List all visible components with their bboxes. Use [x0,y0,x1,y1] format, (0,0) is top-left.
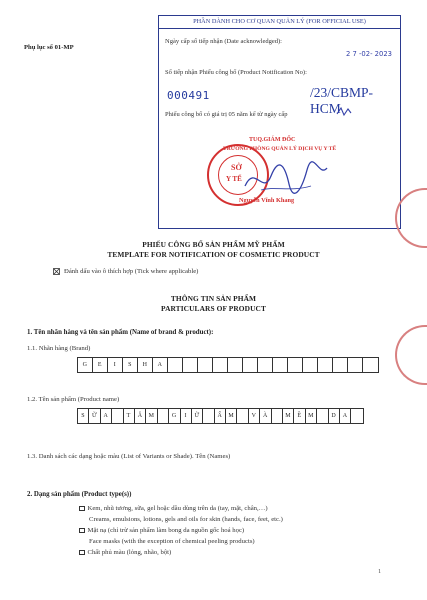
brand-cell [183,358,198,372]
product-name-cell: M [306,409,317,423]
section-2-heading: 2. Dạng sản phẩm (Product type(s)) [27,491,132,498]
brand-cell [303,358,318,372]
product-type-checkbox[interactable] [79,506,85,512]
brand-cell [243,358,258,372]
side-seal-lower [395,325,427,385]
validity-handwriting-mark [335,105,353,119]
product-name-cell: Ữ [192,409,203,423]
seal-text-yte: Y TẾ [226,175,242,183]
brand-cell [198,358,213,372]
product-name-cell: I [181,409,192,423]
brand-cell: G [78,358,93,372]
page-number: 1 [378,568,382,575]
product-name-cell: M [226,409,237,423]
product-type-option[interactable] [79,527,244,534]
seal-text-so: SỞ [231,163,242,172]
product-name-cell: D [329,409,340,423]
signer-name: Nguyễn Vĩnh Khang [239,197,295,204]
variants-label: 1.3. Danh sách các dạng hoặc màu (List of Variants or Shade). Tên (Names) [27,453,231,460]
signer-title-line-1: TUQ.GIÁM ĐỐC [249,137,296,143]
signer-title-line-2: TRƯỞNG PHÒNG QUẢN LÝ DỊCH VỤ Y TẾ [223,146,337,152]
brand-cell [333,358,348,372]
tick-note-text: Đánh dấu vào ô thích hợp (Tick where applicable) [64,268,199,275]
product-name-cell [272,409,283,423]
product-name-cells [77,408,364,424]
product-type-checkbox[interactable] [79,550,85,556]
product-name-cell [112,409,123,423]
product-name-cell [203,409,214,423]
validity-label: Phiếu công bố có giá trị 05 năm kể từ ngày cấp [165,111,288,118]
product-type-option-en: Face masks (with the exception of chemical peeling products) [89,538,255,545]
brand-cell: S [123,358,138,372]
product-name-cell: Ề [294,409,305,423]
brand-label: 1.1. Nhãn hàng (Brand) [27,345,91,352]
brand-cell [168,358,183,372]
product-type-checkbox[interactable] [79,528,85,534]
form-title-en: TEMPLATE FOR NOTIFICATION OF COSMETIC PRODUCT [107,250,320,259]
product-type-option-vi: Kem, nhũ tương, sữa, gel hoặc dầu dùng trên da (tay, mặt, chân,…) [87,505,268,512]
notification-number: 000491 [167,89,210,102]
crossed-checkbox-icon [53,268,60,275]
brand-cell [273,358,288,372]
product-name-cell: Ữ [89,409,100,423]
product-name-cell: V [249,409,260,423]
product-name-cell [158,409,169,423]
product-name-cell: À [260,409,271,423]
brand-cell [348,358,363,372]
form-title-vi: PHIẾU CÔNG BỐ SẢN PHẨM MỸ PHẨM [142,240,285,249]
brand-cell [318,358,333,372]
particulars-title-en: PARTICULARS OF PRODUCT [161,304,266,313]
brand-cell [288,358,303,372]
brand-cell: A [153,358,168,372]
brand-cells [77,357,379,373]
product-name-cell: S [78,409,89,423]
product-name-cell: G [169,409,180,423]
appendix-label: Phụ lục số 01-MP [24,44,74,51]
official-use-header: PHẦN DÀNH CHO CƠ QUAN QUẢN LÝ (FOR OFFICIAL USE) [159,16,400,29]
official-use-box [158,15,401,229]
product-type-option-en: Creams, emulsions, lotions, gels and oils for skin (hands, face, feet, etc.) [89,516,283,523]
product-type-option-vi: Mặt nạ (chỉ trừ sản phẩm làm bong da nguồn gốc hoá học) [87,527,245,534]
signature-mark [241,156,331,201]
product-type-option[interactable] [79,505,268,512]
brand-cell: H [138,358,153,372]
product-name-cell: A [101,409,112,423]
product-name-label: 1.2. Tên sản phẩm (Product name) [27,396,120,403]
product-type-option[interactable] [79,549,171,556]
brand-cell [258,358,273,372]
product-type-option-vi: Chất phủ màu (lỏng, nhão, bột) [87,549,172,556]
product-name-cell: T [124,409,135,423]
brand-cell [363,358,378,372]
brand-cell: I [108,358,123,372]
brand-cell [213,358,228,372]
product-name-cell: A [340,409,351,423]
product-name-cell: M [283,409,294,423]
tick-note [53,268,198,275]
date-acknowledged-value: 2 7 -02- 2023 [346,50,392,58]
product-name-cell [237,409,248,423]
product-name-cell [351,409,362,423]
product-name-cell: Ẩ [215,409,226,423]
particulars-title-vi: THÔNG TIN SẢN PHẨM [170,294,257,303]
section-1-heading: 1. Tên nhãn hàng và tên sản phẩm (Name of brand & product): [27,329,214,336]
product-name-cell [317,409,328,423]
brand-cell: E [93,358,108,372]
notification-code-suffix: /23/CBMP-HCM [310,85,374,116]
brand-cell [228,358,243,372]
notification-number-label: Số tiếp nhận Phiếu công bố (Product Notification No): [165,69,307,76]
product-name-cell: M [146,409,157,423]
product-name-cell: Ắ [135,409,146,423]
date-acknowledged-label: Ngày cấp số tiếp nhận (Date acknowledged): [165,38,282,45]
